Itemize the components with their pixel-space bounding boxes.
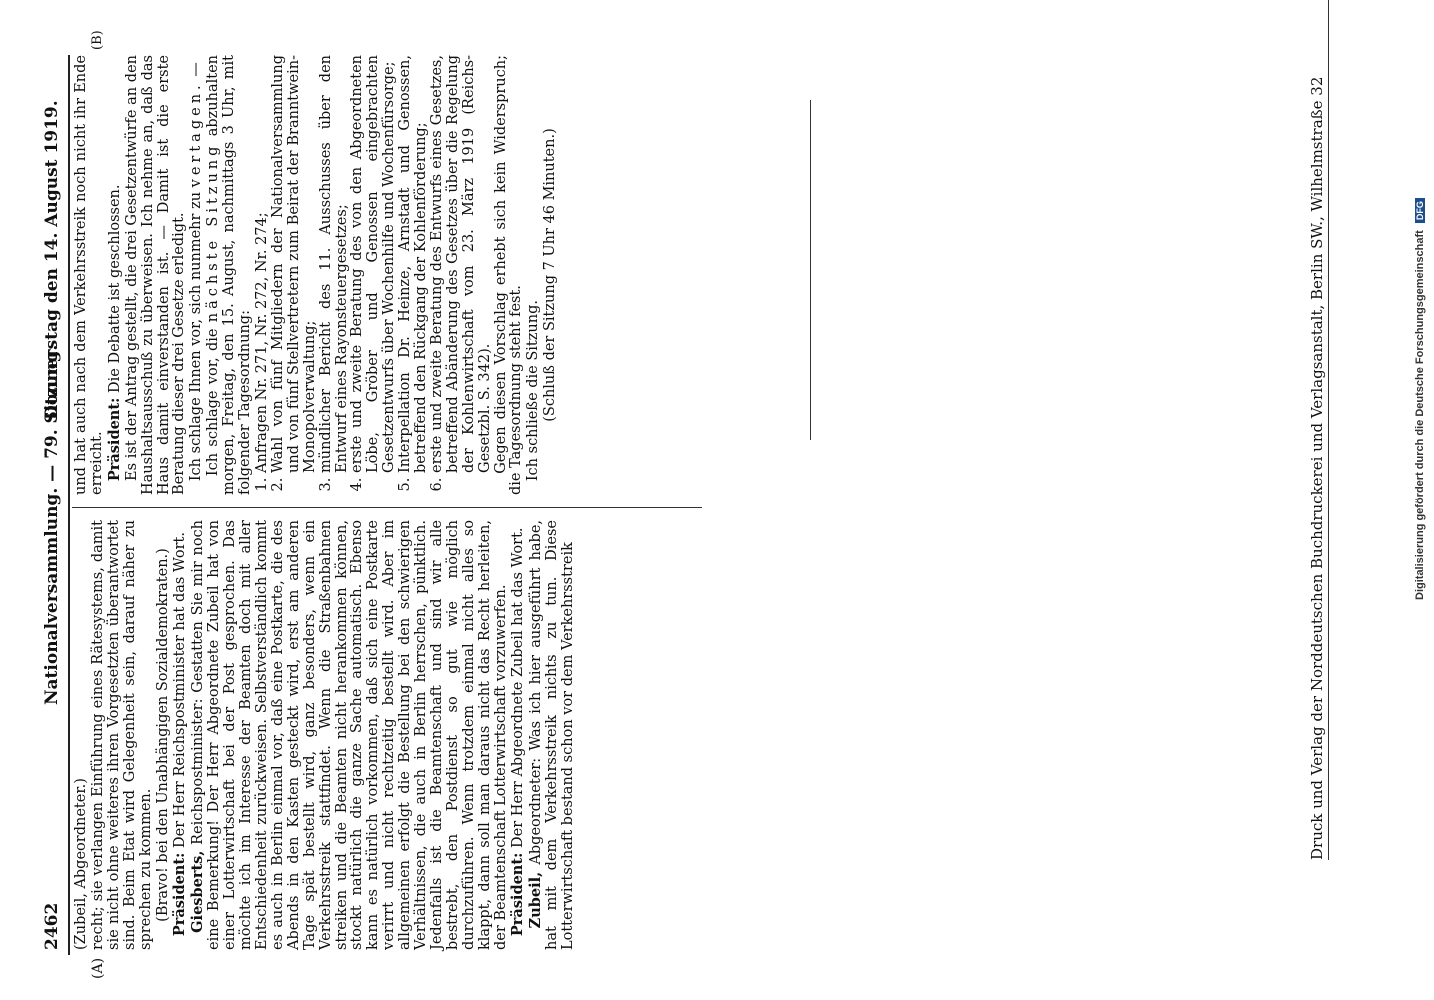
header-title: Nationalversammlung. — 79. Sitzung.	[42, 344, 62, 705]
paragraph: Präsident: Der Herr Abgeordnete Zubeil hat das Wort.	[509, 527, 527, 937]
right-column	[74, 55, 560, 495]
closing-note: (Schluß der Sitzung 7 Uhr 46 Minuten.)	[542, 128, 559, 422]
paragraph: Ich schließe die Sitzung.	[525, 300, 542, 482]
speaker-name: Giesberts,	[189, 850, 207, 933]
paragraph: recht; sie verlangen Einführung eines Rätesystems, damit sie nicht ohne weiteres ihren Vorgesetzten überantwortet sind. Beim Etat wird Gelegenheit sein, darauf näher zu sprechen zu kommen.	[89, 520, 154, 950]
speaker-continuation: (Zubeil, Abgeordneter.)	[73, 778, 89, 950]
agenda-item: 4. erste und zweite Beratung des von den Abgeordneten Löbe, Gröber und Genossen eingebrachten Gesetzentwurfs über Wochenhilfe und Wochenfürsorge;	[350, 55, 398, 473]
agenda-item: 6. erste und zweite Beratung des Entwurfs eines Gesetzes, betreffend Abänderung des Gesetzes über die Regelung der Kohlenwirtschaft vom 23. März 1919 (Reichs-Gesetzbl. S. 342).	[430, 55, 494, 473]
speaker-name: Zubeil,	[527, 871, 545, 929]
margin-marker-a: (A)	[90, 957, 106, 979]
paragraph: Präsident: Die Debatte ist geschlossen.	[105, 184, 123, 482]
page-header	[40, 65, 70, 965]
paragraph: Es ist der Antrag gestellt, die drei Gesetzentwürfe an den Haushaltsausschuß zu überweisen. Ich nehme an, daß das Haus damit einverstanden ist. — Damit ist die erste Beratung dieser drei Gesetze erledigt.	[123, 54, 188, 495]
column-divider	[72, 507, 702, 508]
paragraph: Gegen diesen Vorschlag erhebt sich kein Widerspruch; die Tagesordnung steht fest.	[492, 55, 525, 495]
header-date: Donnerstag den 14. August 1919.	[42, 100, 62, 420]
speaker-name: Präsident:	[171, 852, 189, 937]
page-number: 2462	[42, 902, 62, 950]
paragraph: Ich schlage vor, die nächste Sitzung abzuhalten morgen, Freitag, den 15. August, nachmittags 3 Uhr, mit folgender Tagesordnung:	[205, 55, 254, 495]
margin-marker-b: (B)	[90, 30, 105, 50]
paragraph: Giesberts, Reichspostminister: Gestatten Sie mir noch eine Bemerkung! Der Herr Abgeordnete Zubeil hat von einer Lotterwirtschaft bei der Post gesprochen. Das möchte ich im Interesse der Beamten doch mit aller Entschiedenheit zurückweisen. Selbstverständlich kommt es auch in Berlin einmal vor, daß eine Postkarte, die des Abends in den Kasten gesteckt wird, erst am anderen Tage spät bestellt wird, ganz besonders, wenn ein Verkehrsstreik stattfindet. Wenn die Straßenbahnen streiken und die Beamten nicht herankommen können, stockt natürlich die ganze Sache automatisch. Ebenso kann es natürlich vorkommen, daß sich eine Postkarte verirrt und nicht rechtzeitig bestellt wird. Aber im allgemeinen erfolgt die Bestellung bei den schwierigen Verhältnissen, die auch in Berlin herrschen, pünktlich. Jedenfalls ist die Beamtenschaft und sind wir alle bestrebt, den Postdienst so gut wie möglich durchzuführen. Wenn trotzdem einmal nicht alles so klappt, dann soll man daraus nicht das Recht herleiten, der Beamtenschaft Lotterwirtschaft vorzuwerfen.	[189, 519, 509, 950]
imprint-rule	[1328, 0, 1329, 860]
agenda-item: 5. Interpellation Dr. Heinze, Arnstadt und Genossen, betreffend den Rückgang der Kohlenförderung;	[398, 55, 430, 473]
dfg-logo-icon: DFG	[1415, 198, 1425, 223]
paragraph: Präsident: Der Herr Reichspostminister hat das Wort.	[171, 532, 189, 937]
agenda-list	[255, 55, 494, 495]
speaker-name: Präsident:	[105, 397, 123, 482]
paragraph: Zubeil, Abgeordneter: Was ich hier ausgeführt habe, hat mit dem Verkehrsstreik nichts zu tun. Diese Lotterwirtschaft bestand schon vor dem Verkehrsstreik	[527, 519, 577, 950]
agenda-item: 3. mündlicher Bericht des 11. Ausschusses über den Entwurf eines Rayonsteuergesetzes;	[319, 55, 351, 473]
header-rule	[68, 55, 70, 955]
imprint: Druck und Verlag der Norddeutschen Buchdruckerei und Verlagsanstalt, Berlin SW., Wilhelmstraße 32	[1308, 76, 1326, 860]
agenda-item: 2. Wahl von fünf Mitgliedern der Nationalversammlung und von fünf Stellvertretern zum Beirat der Branntwein-Monopolverwaltung;	[271, 55, 319, 473]
digitization-note: Digitalisierung gefördert durch die Deutsche Forschungsgemeinschaft DFG	[1414, 0, 1426, 600]
agenda-item: 1. Anfragen Nr. 271, Nr. 272, Nr. 274;	[255, 55, 271, 473]
left-column	[74, 520, 578, 950]
applause-note: (Bravo! bei den Unabhängigen Sozialdemokraten.)	[154, 548, 171, 922]
speaker-name: Präsident:	[509, 852, 527, 937]
paragraph: und hat auch nach dem Verkehrsstreik noch nicht ihr Ende erreicht.	[73, 55, 105, 495]
paragraph: Ich schlage Ihnen vor, sich nunmehr zu vertagen. —	[188, 62, 205, 482]
end-rule	[810, 100, 811, 440]
